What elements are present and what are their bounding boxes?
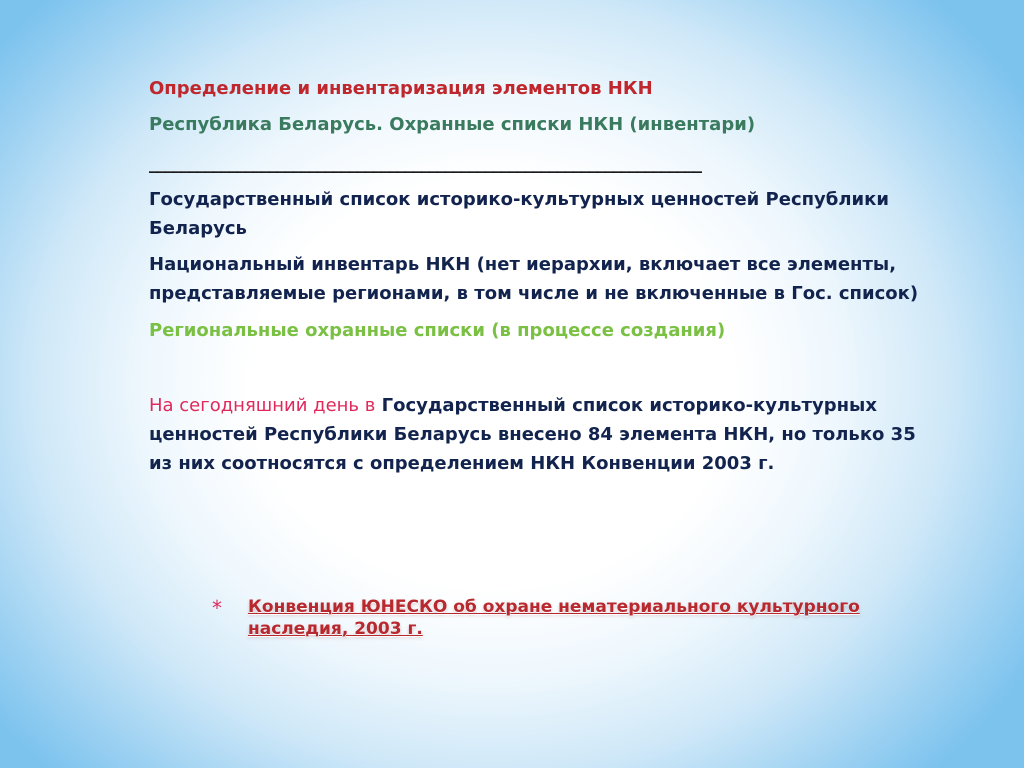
- national-inventory-item: Национальный инвентарь НКН (нет иерархии, включает все элементы, представляемые регионами, в том числе и не включенные в Гос. список): [149, 254, 919, 304]
- divider-line: _____________________________________________________________________: [149, 153, 701, 174]
- today-paragraph: [149, 391, 919, 478]
- today-text: Государственный список историко-культурных ценностей Республики Беларусь внесено 84 элемента НКН, но только 35 из них соотносятся с определением НКН Конвенции 2003 г.: [149, 395, 916, 474]
- state-list-item: Государственный список историко-культурных ценностей Республики Беларусь: [149, 189, 889, 239]
- inventories-subtitle: Республика Беларусь. Охранные списки НКН (инвентари): [149, 114, 756, 135]
- footnote-bullet: *: [212, 596, 222, 620]
- slide-body: [149, 74, 919, 478]
- today-prefix: На сегодняшний день в: [149, 395, 376, 416]
- footnote: [212, 596, 972, 640]
- slide-heading: Определение и инвентаризация элементов НКН: [149, 78, 653, 99]
- footnote-text: Конвенция ЮНЕСКО об охране нематериального культурного наследия, 2003 г.: [248, 597, 860, 639]
- regional-lists-item: Региональные охранные списки (в процессе создания): [149, 320, 726, 341]
